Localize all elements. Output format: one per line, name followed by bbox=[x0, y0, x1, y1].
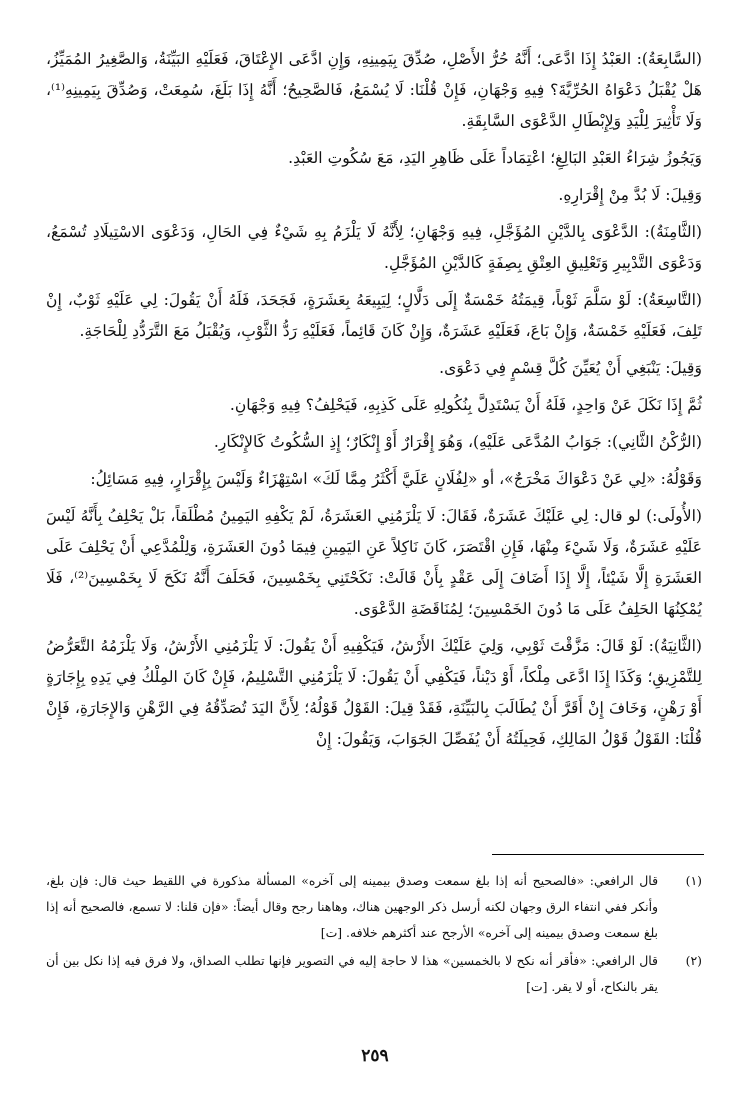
footnote bbox=[46, 868, 702, 946]
footnote-number: (٢) bbox=[685, 953, 702, 968]
paragraph-second-issue: (الثَّانِيَةُ): لَوْ قَالَ: مَزَّقْتَ ثَوْبِي، وَلِيَ عَلَيْكَ الأَرْشُ، فَيَكْفِيهِ أَنْ يَقُولَ: لَا يَلْزَمُنِي الأَرْشُ، وَلَا يَلْزَمُهُ التَّعَرُّضُ لِلتَّمْزِيقِ؛ وَكَذَا إِذَا ادَّعَى مِلْكاً، أَوْ دَيْناً، فَيَكْفِي أَنْ يَقُولَ: لَا يَلْزَمُنِي التَّسْلِيمُ، فَإِنْ كَانَ المِلْكُ فِي يَدِهِ بِإِجَارَةٍ أَوْ رَهْنٍ، وَخَافَ إِنْ أَقَرَّ أَنْ يُطَالَبَ بِالبَيِّنَةِ، فَقَدْ قِيلَ: القَوْلُ قَوْلُهُ؛ لِأَنَّ اليَدَ تُصَدِّقُهُ فِي الرَّهْنِ وَالإِجَارَةِ، فَإِنْ قُلْنَا: القَوْلُ قَوْلُ المَالِكِ، فَحِيلَتُهُ أَنْ يُفَصِّلَ الجَوَابَ، وَيَقُولَ: إِنْ bbox=[46, 637, 702, 748]
footnote-divider bbox=[492, 854, 704, 855]
footnote-text: قال الرافعي: «فأقر أنه نكح لا بالخمسين» هذا لا حاجة إليه في التصوير فإنها تطلب الصداق، ولا فرق فيه إذا نكل بين أن يقر بالنكاح، أو لا يقر. [ت] bbox=[46, 953, 658, 994]
paragraph-alt-opinion-2: وَقِيلَ: يَنْبَغِي أَنْ يُعَيِّنَ كُلَّ قِسْمٍ فِي دَعْوَى. bbox=[439, 359, 702, 377]
paragraph-refusal: ثُمَّ إِذَا نَكَلَ عَنْ وَاحِدٍ، فَلَهُ أَنْ يَسْتَدِلَّ بِنُكُولِهِ عَلَى كَذِبِهِ، فَيَحْلِفُ؟ فِيهِ وَجْهَانِ. bbox=[229, 396, 702, 414]
footnotes bbox=[46, 868, 702, 1002]
paragraph-first-issue: (الأُولَى:) لو قال: لِي عَلَيْكَ عَشَرَةٌ، فَقَالَ: لَا يَلْزَمُنِي العَشَرَةُ، لَمْ يَكْفِهِ اليَمِينُ مُطْلَقاً، بَلْ يَحْلِفُ بِأَنَّهُ لَيْسَ عَلَيْهِ عَشَرَةٌ، وَلَا شَيْءَ مِنْهَا، فَإِنِ اقْتَصَرَ، كَانَ نَاكِلاً عَنِ اليَمِينِ فِيمَا دُونَ العَشَرَةِ، وَلِلْمُدَّعِي أَنْ يَحْلِفَ عَلَى العَشَرَةِ إِلَّا شَيْئاً، إِلَّا إِذَا أَضَافَ إِلَى عَقْدٍ بِأَنْ قَالَتْ: نَكَحْتَنِي بِخَمْسِينَ، فَحَلَفَ أَنَّهُ نَكَحَ لَا بِخَمْسِينَ⁽²⁾، فَلَا يُمْكِنُهَا الحَلِفُ عَلَى مَا دُونَ الخَمْسِينَ؛ لِمُنَاقَضَةِ الدَّعْوَى. bbox=[46, 507, 702, 618]
paragraph-slave-purchase: وَيَجُوزُ شِرَاءُ العَبْدِ البَالِغِ؛ اعْتِمَاداً عَلَى ظَاهِرِ اليَدِ، مَعَ سُكُوتِ العَبْدِ. bbox=[288, 149, 702, 167]
paragraph-issue-7: (السَّابِعَةُ): العَبْدُ إِذَا ادَّعَى؛ أَنَّهُ حُرُّ الأَصْلِ، صُدِّقَ بِيَمِينِهِ، وَإِنِ ادَّعَى الإِعْتَاقَ، فَعَلَيْهِ البَيِّنَةُ، وَالصَّغِيرُ المُمَيِّزُ، هَلْ يُقْبَلُ دَعْوَاهُ الحُرِّيَّةَ؟ فِيهِ وَجْهَانِ، فَإِنْ قُلْنَا: لَا يُسْمَعُ، فَالصَّحِيحُ؛ أَنَّهُ إِذَا بَلَغَ، سُمِعَتْ، وَصُدِّقَ بِيَمِينِهِ⁽¹⁾، وَلَا تَأْثِيرَ لِلْيَدِ وَلِإِبْطَالِ الدَّعْوَى السَّابِقَةِ. bbox=[46, 50, 702, 130]
footnote-number: (١) bbox=[685, 873, 702, 888]
footnote-text: قال الرافعي: «فالصحيح أنه إذا بلغ سمعت وصدق بيمينه إلى آخره» المسألة مذكورة في اللقيط حيث قال: فإن بلغ، وأنكر ففي انتفاء الرق وجهان لكنه أرسل ذكر الوجهين هناك، وهاهنا رجح وقال أيضاً: «فإن قلنا: لا تسمع، فالصحيح أنه إذا بلغ سمعت وصدق بيمينه إلى آخره» الأرجح عند أكثرهم خلافه. [ت] bbox=[46, 873, 658, 940]
main-text bbox=[46, 44, 702, 755]
footnote bbox=[46, 948, 702, 1000]
paragraph-issue-8: (الثَّامِنَةُ): الدَّعْوَى بِالدَّيْنِ المُؤَجَّلِ، فِيهِ وَجْهَانِ؛ لِأَنَّهُ لَا يَلْزَمُ بِهِ شَيْءٌ فِي الحَالِ، وَدَعْوَى الاسْتِيلَادِ تُسْمَعُ، وَدَعْوَى التَّدْبِيرِ وَتَعْلِيقِ العِتْقِ بِصِفَةٍ كَالدَّيْنِ المُؤَجَّلِ. bbox=[46, 223, 702, 272]
paragraph-alt-opinion: وَقِيلَ: لَا بُدَّ مِنْ إِقْرَارِهِ. bbox=[558, 186, 702, 204]
page-number: ٢٥٩ bbox=[361, 1046, 389, 1066]
paragraph-issue-9: (التَّاسِعَةُ): لَوْ سَلَّمَ ثَوْباً، قِيمَتُهُ خَمْسَةٌ إِلَى دَلَّالٍ؛ لِيَبِيعَهُ بِعَشَرَةٍ، فَجَحَدَ، فَلَهُ أَنْ يَقُولَ: لِي عَلَيْهِ ثَوْبٌ، إِنْ تَلِفَ، فَعَلَيْهِ خَمْسَةٌ، وَإِنْ بَاعَ، فَعَلَيْهِ عَشَرَةٌ، وَإِنْ كَانَ قَائِماً، فَعَلَيْهِ رَدُّ الثَّوْبِ، وَيُقْبَلُ مَعَ التَّرَدُّدِ لِلْحَاجَةِ. bbox=[46, 291, 702, 340]
paragraph-second-pillar: (الرُّكْنُ الثَّانِي): جَوَابُ المُدَّعَى عَلَيْهِ)، وَهُوَ إِقْرَارٌ أَوْ إِنْكَارٌ؛ إِذِ السُّكُوتُ كَالإِنْكَارِ. bbox=[213, 433, 702, 451]
paragraph-statement: وَقَوْلُهُ: «لِي عَنْ دَعْوَاكَ مَخْرَجٌ»، أو «لِفُلَانٍ عَلَيَّ أَكْثَرُ مِمَّا لَكَ» اسْتِهْزَاءٌ وَلَيْسَ بِإِقْرَارٍ، فِيهِ مَسَائِلُ: bbox=[90, 470, 702, 488]
